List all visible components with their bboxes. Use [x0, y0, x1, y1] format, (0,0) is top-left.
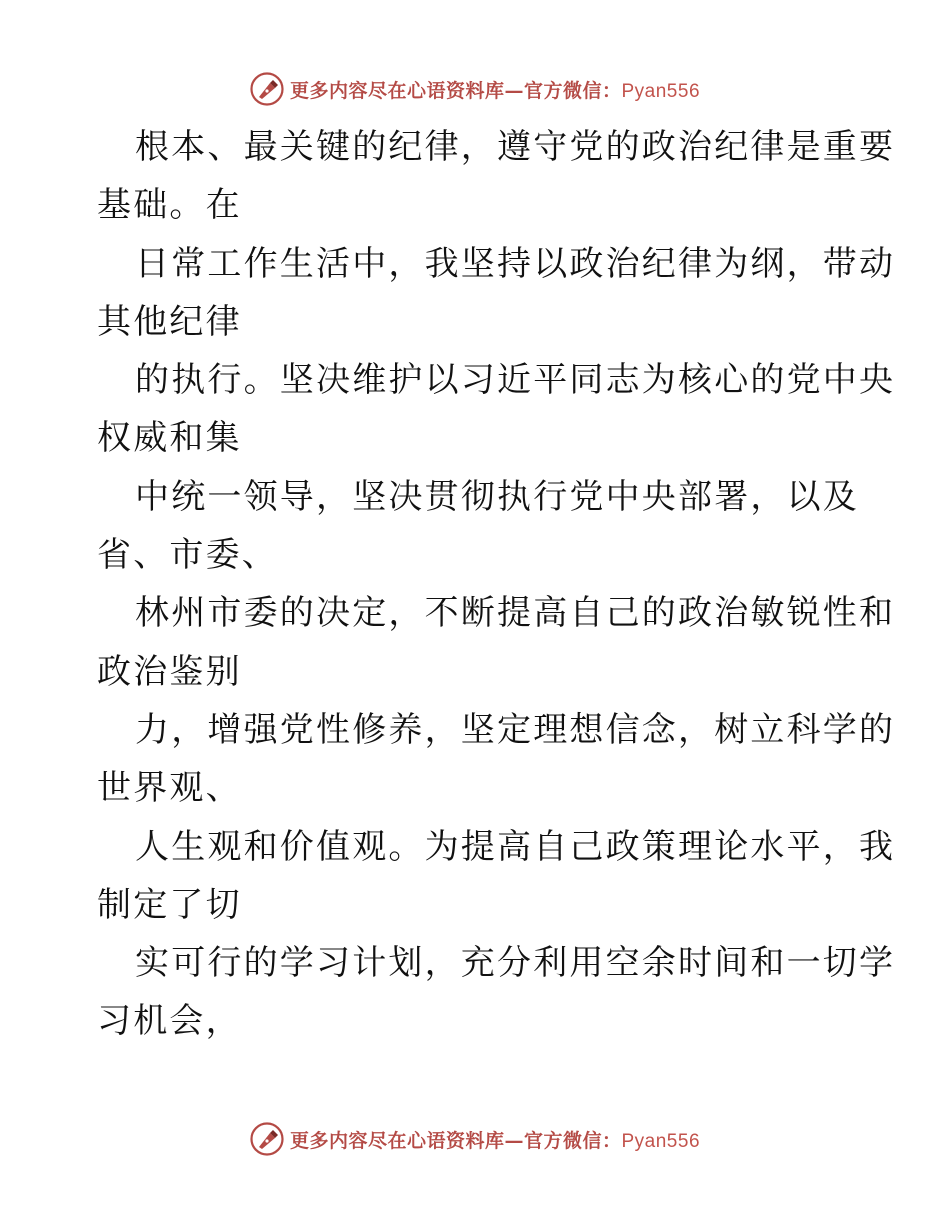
text-line: 中统一领导，坚决贯彻执行党中央部署，以及 — [135, 476, 859, 517]
header-watermark — [0, 72, 950, 106]
text-line: 习机会， — [97, 1001, 242, 1042]
watermark-main-text: 更多内容尽在心语资料库 — [289, 79, 505, 102]
watermark-account-label: 官方微信： — [523, 79, 622, 102]
watermark-text — [290, 1126, 700, 1153]
watermark-main-text: 更多内容尽在心语资料库 — [289, 1129, 505, 1152]
watermark-text — [290, 76, 700, 103]
text-line: 实可行的学习计划，充分利用空余时间和一切学 — [135, 943, 896, 984]
watermark-account-label: 官方微信： — [523, 1129, 622, 1152]
text-line: 林州市委的决定，不断提高自己的政治敏锐性和 — [135, 593, 896, 634]
text-line: 基础。在 — [97, 185, 242, 226]
text-line: 根本、最关键的纪律，遵守党的政治纪律是重要 — [135, 127, 896, 167]
text-line: 世界观、 — [97, 768, 242, 809]
pen-nib-logo-icon — [250, 1122, 284, 1156]
text-line: 政治鉴别 — [97, 651, 242, 692]
pen-nib-logo-icon — [250, 72, 284, 106]
watermark-dash: — — [504, 1129, 524, 1152]
text-line: 权威和集 — [97, 418, 242, 459]
document-body — [97, 118, 896, 1051]
footer-watermark — [0, 1122, 950, 1156]
text-line: 的执行。坚决维护以习近平同志为核心的党中央 — [135, 360, 896, 401]
text-line: 制定了切 — [97, 884, 242, 925]
text-line: 日常工作生活中，我坚持以政治纪律为纲，带动 — [135, 243, 896, 284]
text-line: 人生观和价值观。为提高自己政策理论水平，我 — [135, 826, 896, 867]
watermark-account-id: Pyan556 — [621, 80, 701, 102]
text-line: 省、市委、 — [97, 535, 278, 576]
watermark-account-id: Pyan556 — [621, 1130, 701, 1152]
text-line: 其他纪律 — [97, 301, 242, 342]
watermark-dash: — — [504, 79, 524, 102]
text-line: 力，增强党性修养，坚定理想信念，树立科学的 — [135, 709, 896, 750]
